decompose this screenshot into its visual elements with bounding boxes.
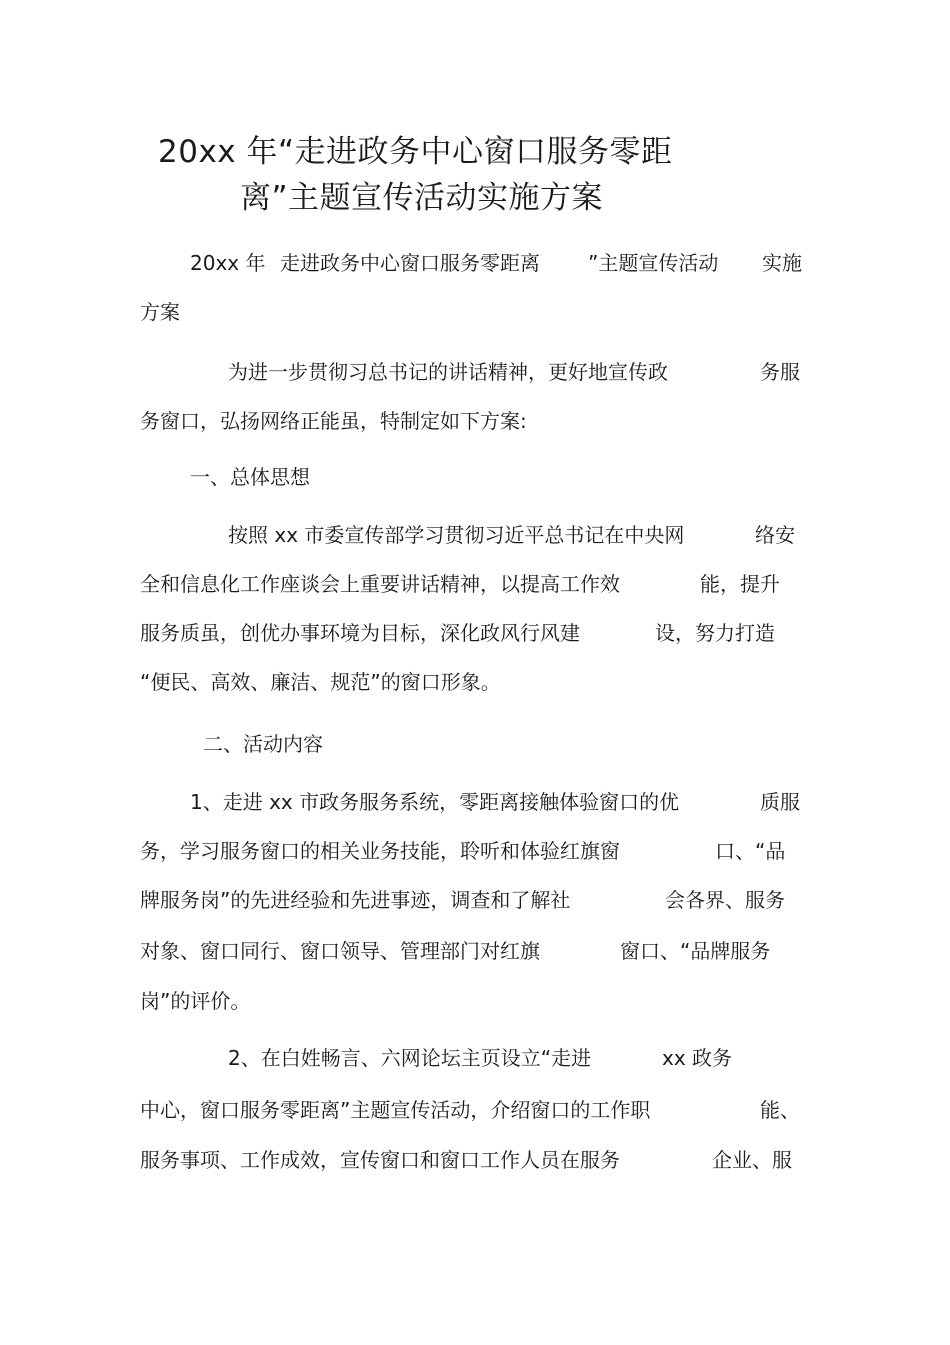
- subtitle-part-3: ”主题宣传活动: [588, 251, 719, 275]
- section-1-line-2a: 全和信息化工作座谈会上重要讲话精神，以提高工作效: [140, 572, 620, 596]
- intro-line-1a: 为进一步贯彻习总书记的讲话精神，更好地宣传政: [228, 360, 668, 384]
- item-1-line-3b: 会各界、服务: [665, 888, 785, 912]
- section-1-line-1a: 按照 xx 市委宣传部学习贯彻习近平总书记在中央网: [228, 523, 685, 547]
- intro-line-1b: 务服: [760, 360, 800, 384]
- section-1-line-3b: 设，努力打造: [655, 621, 775, 645]
- section-2-heading: 二、活动内容: [203, 732, 323, 756]
- item-1-line-5: 岗”的评价。: [140, 989, 251, 1013]
- item-1-line-2a: 务，学习服务窗口的相关业务技能，聆听和体验红旗窗: [140, 839, 620, 863]
- item-2-line-2b: 能、: [760, 1098, 800, 1122]
- item-1-line-3a: 牌服务岗”的先进经验和先进事迹，调查和了解社: [140, 888, 571, 912]
- item-1-line-1a: 1、走进 xx 市政务服务系统，零距离接触体验窗口的优: [190, 790, 680, 814]
- subtitle-part-5: 方案: [140, 300, 180, 324]
- document-title-line-1: 20xx 年“走进政务中心窗口服务零距: [158, 134, 673, 170]
- item-2-line-3b: 企业、服: [712, 1148, 792, 1172]
- section-1-line-4: “便民、高效、廉洁、规范”的窗口形象。: [140, 670, 501, 694]
- subtitle-part-2: 走进政务中心窗口服务零距离: [280, 251, 540, 275]
- section-1-line-3a: 服务质虽，创优办事环境为目标，深化政风行风建: [140, 621, 580, 645]
- item-2-line-1b: xx 政务: [662, 1046, 733, 1070]
- intro-line-2: 务窗口，弘扬网络正能虽，特制定如下方案:: [140, 409, 527, 433]
- item-2-line-3a: 服务事项、工作成效，宣传窗口和窗口工作人员在服务: [140, 1148, 620, 1172]
- item-1-line-4a: 对象、窗口同行、窗口领导、管理部门对红旗: [140, 939, 540, 963]
- item-2-line-1a: 2、在白姓畅言、六网论坛主页设立“走进: [228, 1046, 592, 1070]
- section-1-line-2b: 能，提升: [700, 572, 780, 596]
- item-2-line-2a: 中心，窗口服务零距离”主题宣传活动，介绍窗口的工作职: [140, 1098, 651, 1122]
- section-1-line-1b: 络安: [755, 523, 795, 547]
- subtitle-part-1: 20xx 年: [190, 251, 266, 275]
- item-1-line-4b: 窗口、“品牌服务: [620, 939, 771, 963]
- item-1-line-1b: 质服: [760, 790, 800, 814]
- document-title-line-2: 离”主题宣传活动实施方案: [240, 180, 604, 216]
- section-1-heading: 一、总体思想: [190, 465, 310, 489]
- item-1-line-2b: 口、“品: [715, 839, 786, 863]
- subtitle-part-4: 实施: [762, 251, 802, 275]
